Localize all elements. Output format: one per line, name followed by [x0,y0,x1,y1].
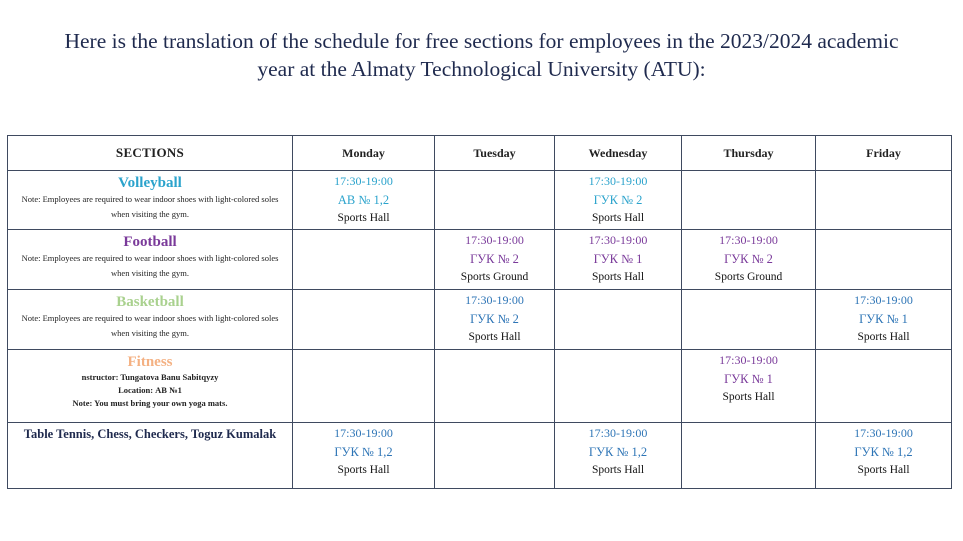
slot-table-tennis-tuesday [435,423,555,489]
slot-place: Sports Hall [468,331,521,343]
slot-football-friday [816,230,952,290]
header-sections: SECTIONS [8,136,293,171]
title-line-1: Here is the translation of the schedule for free sections for employees in the 2023/2024 academic [64,29,899,53]
slot-room: ГУК № 1,2 [588,445,648,459]
slot-football-tuesday [435,230,555,290]
section-location-fitness: Location: АВ №1 [118,385,182,395]
slot-time: 17:30-19:00 [334,426,393,440]
slot-volleyball-monday [293,171,435,230]
section-name-football: Football [123,234,177,250]
slot-fitness-thursday [682,350,816,423]
section-note-football: Note: Employees are required to wear indoor shoes with light-colored soles when visiting the gym. [21,253,279,278]
slot-place: Sports Hall [591,271,645,283]
slot-table-tennis-friday [816,423,952,489]
slot-fitness-monday [293,350,435,423]
schedule-table [7,135,952,489]
slot-room: ГУК № 2 [724,252,773,266]
slot-place: Sports Hall [857,464,910,476]
slot-time: 17:30-19:00 [854,293,913,307]
slot-basketball-tuesday [435,290,555,350]
page-title [0,27,963,83]
table-row-table-tennis [8,423,952,489]
slot-time: 17:30-19:00 [588,426,648,440]
slot-room: ГУК № 1,2 [854,445,913,459]
slot-room: ГУК № 2 [470,252,519,266]
title-line-2: year at the Almaty Technological University (ATU): [257,57,706,81]
table-row-football [8,230,952,290]
slot-time: 17:30-19:00 [588,174,648,188]
slot-basketball-friday [816,290,952,350]
header-wednesday: Wednesday [555,136,682,171]
slot-room: ГУК № 1 [593,252,643,266]
section-name-table-tennis: Table Tennis, Chess, Checkers, Toguz Kumalak [23,427,277,441]
header-thursday: Thursday [682,136,816,171]
slot-volleyball-friday [816,171,952,230]
slot-time: 17:30-19:00 [854,426,913,440]
section-cell-volleyball [8,171,293,230]
section-name-fitness: Fitness [127,354,173,370]
header-monday: Monday [293,136,435,171]
slot-football-monday [293,230,435,290]
slot-room: ГУК № 1 [859,312,908,326]
slot-time: 17:30-19:00 [465,293,524,307]
section-cell-table-tennis [8,423,293,489]
table-row-fitness [8,350,952,423]
section-cell-basketball [8,290,293,350]
slot-place: Sports Hall [591,212,645,224]
slot-fitness-friday [816,350,952,423]
slot-place: Sports Ground [460,271,529,283]
section-cell-football [8,230,293,290]
slot-volleyball-thursday [682,171,816,230]
section-note-basketball: Note: Employees are required to wear indoor shoes with light-colored soles when visiting the gym. [21,313,279,338]
slot-place: Sports Hall [337,212,390,224]
header-tuesday: Tuesday [435,136,555,171]
slot-room: ГУК № 1,2 [334,445,393,459]
slot-fitness-tuesday [435,350,555,423]
slot-time: 17:30-19:00 [334,174,393,188]
slot-room: ГУК № 2 [470,312,519,326]
slot-room: ГУК № 2 [593,193,643,207]
slot-volleyball-tuesday [435,171,555,230]
slot-place: Sports Hall [337,464,390,476]
slot-basketball-wednesday [555,290,682,350]
slot-time: 17:30-19:00 [588,233,648,247]
slot-table-tennis-monday [293,423,435,489]
section-name-volleyball: Volleyball [118,175,182,191]
slot-place: Sports Hall [591,464,645,476]
section-note-volleyball: Note: Employees are required to wear indoor shoes with light-colored soles when visiting the gym. [21,194,279,219]
slot-football-thursday [682,230,816,290]
section-note-fitness: Note: You must bring your own yoga mats. [72,398,228,408]
slot-place: Sports Hall [857,331,910,343]
table-row-basketball [8,290,952,350]
slot-time: 17:30-19:00 [465,233,524,247]
slot-basketball-monday [293,290,435,350]
section-cell-fitness [8,350,293,423]
slot-time: 17:30-19:00 [719,233,778,247]
header-row [8,136,952,171]
slot-table-tennis-thursday [682,423,816,489]
section-instructor-fitness: nstructor: Tungatova Banu Sabitqyzy [81,372,219,382]
slot-place: Sports Hall [722,391,775,403]
slot-fitness-wednesday [555,350,682,423]
slot-time: 17:30-19:00 [719,353,778,367]
slot-place: Sports Ground [714,271,783,283]
header-friday: Friday [816,136,952,171]
table-row-volleyball [8,171,952,230]
section-name-basketball: Basketball [116,294,184,310]
slot-room: ГУК № 1 [724,372,773,386]
slot-table-tennis-wednesday [555,423,682,489]
slot-basketball-thursday [682,290,816,350]
slot-room: АВ № 1,2 [337,193,390,207]
slot-volleyball-wednesday [555,171,682,230]
slot-football-wednesday [555,230,682,290]
